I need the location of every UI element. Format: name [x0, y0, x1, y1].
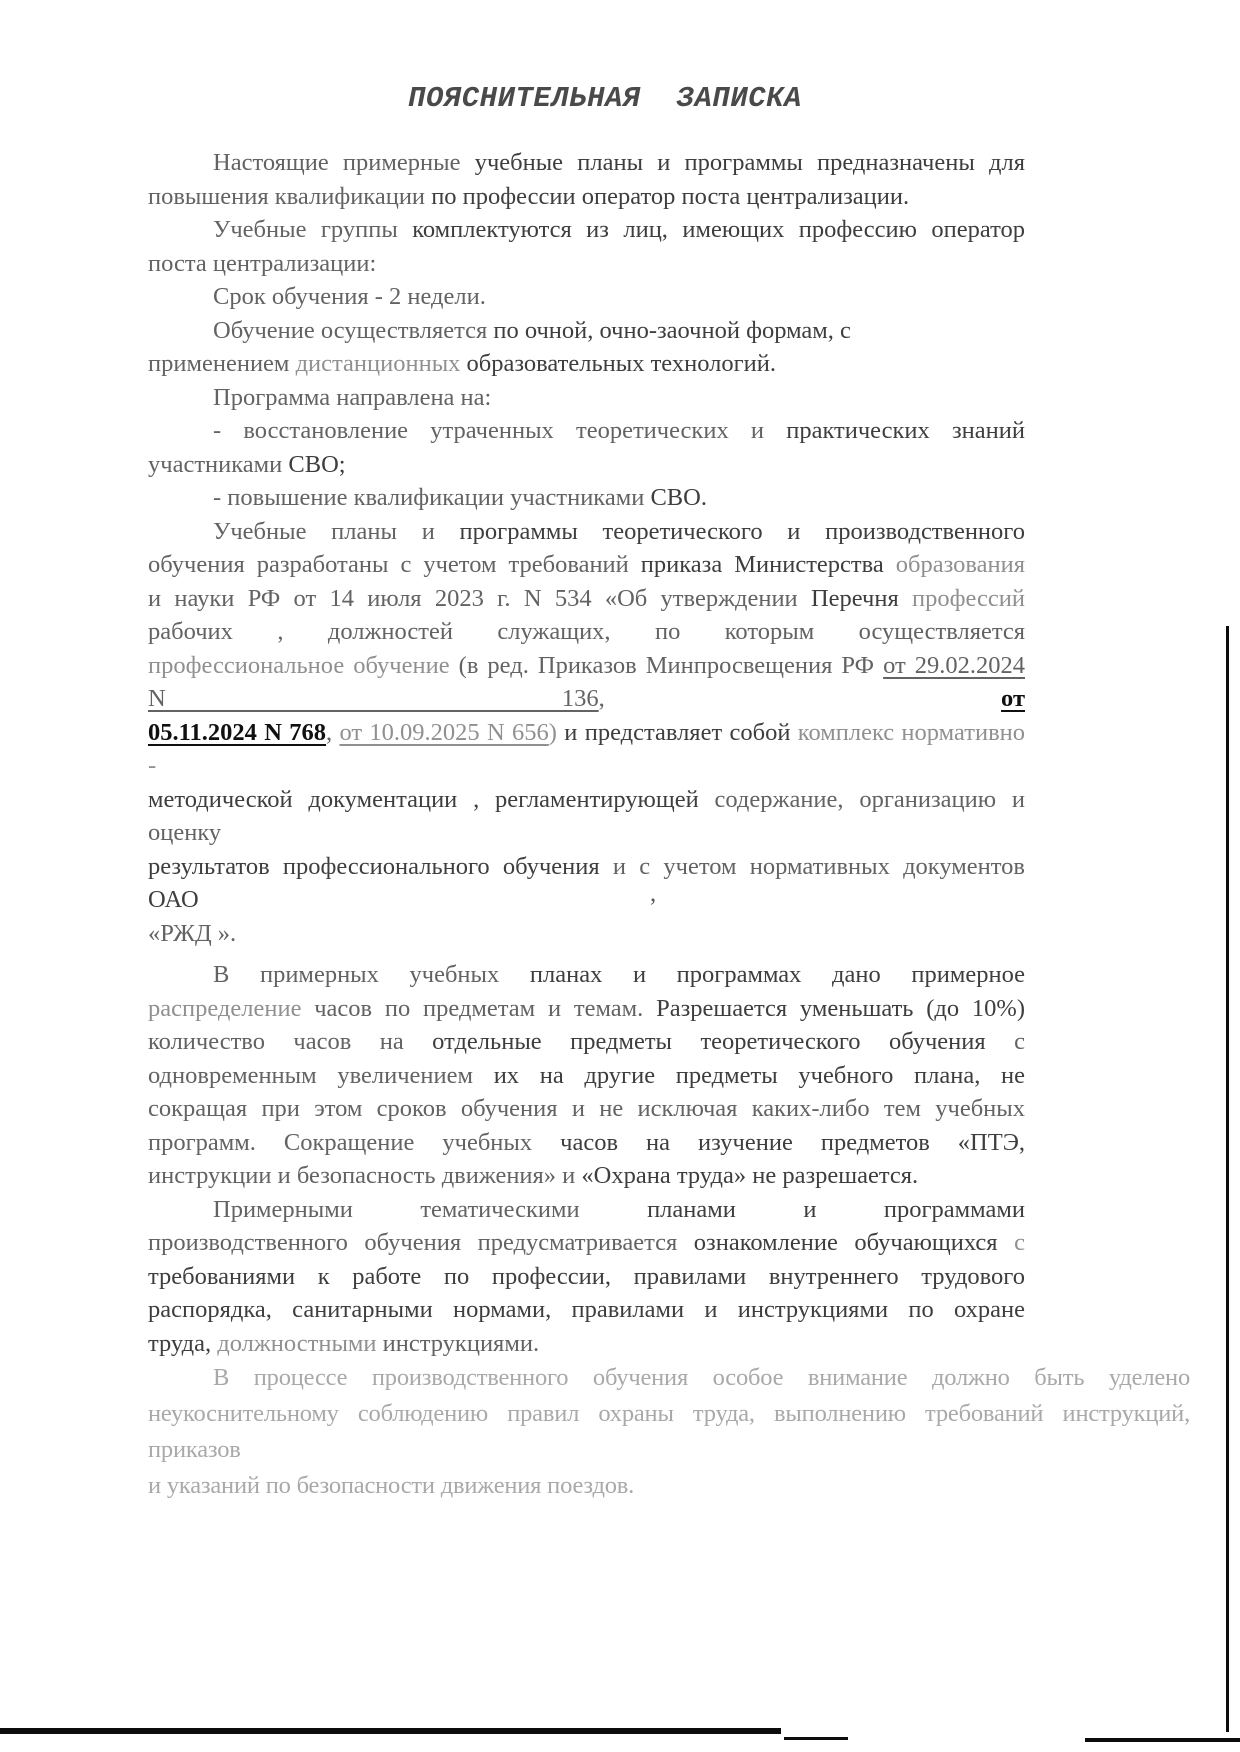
text-line [148, 146, 1025, 180]
text-line [148, 783, 1025, 850]
text-segment: учебные планы и программы предназначены для [474, 149, 1025, 176]
text-segment: Учебные группы [213, 216, 413, 243]
text-segment: Примерными тематическими [213, 1195, 648, 1223]
text-segment: труда, [148, 1329, 218, 1357]
text-segment: СВО. [650, 484, 707, 511]
text-segment: сокращая при этом сроков обучения и не исключая каких-либо тем учебных [148, 1095, 1025, 1122]
text-segment: «РЖД ». [148, 919, 237, 947]
text-segment: часов по предметам и темам. [314, 994, 657, 1022]
text-segment: Перечня [810, 584, 913, 612]
text-line [148, 716, 1025, 783]
text-segment: инструкциями. [382, 1329, 540, 1357]
text-segment: , [326, 718, 340, 746]
text-line [148, 280, 1025, 314]
text-line [148, 1260, 1025, 1294]
text-segment: ) [548, 718, 565, 746]
text-line [148, 180, 1025, 214]
text-segment: профессиональное обучение [148, 651, 459, 679]
legal-reference: от [1001, 685, 1025, 712]
text-segment: программ. Сокращение учебных [148, 1128, 561, 1156]
text-line [148, 347, 1025, 381]
text-line [148, 548, 1025, 582]
text-line [148, 850, 1025, 917]
text-segment: результатов профессионального обучения [148, 852, 613, 880]
text-segment: распорядка, санитарными нормами, правилами и инструкциями по охране [148, 1296, 1025, 1323]
text-segment: и науки РФ от 14 июля 2023 г. N 534 «Об утверждении [148, 584, 811, 612]
text-segment: обучения разработаны с учетом требований [148, 551, 641, 578]
text-segment: инструкции и безопасность движения» и [148, 1162, 582, 1189]
text-segment: ОАО [148, 886, 199, 913]
text-line [148, 481, 1025, 515]
text-line [148, 1468, 1190, 1504]
text-segment: профессий [912, 584, 1025, 612]
text-segment: должностными [217, 1329, 383, 1357]
text-segment: В примерных учебных [213, 961, 530, 988]
text-segment: и представляет собой [564, 718, 798, 746]
text-line [148, 213, 1025, 247]
text-line [148, 1126, 1025, 1160]
text-line [148, 247, 1025, 281]
text-line [148, 1396, 1190, 1468]
text-segment: , [598, 685, 1002, 712]
text-segment: отдельные предметы теоретического обучения [432, 1028, 1015, 1055]
text-segment: с [1014, 1028, 1025, 1055]
text-segment: Срок обучения - 2 недели. [213, 283, 486, 310]
text-segment: (в ред. Приказов Минпросвещения РФ [458, 651, 884, 679]
text-segment: применением [148, 350, 296, 377]
text-segment: Настоящие примерные [213, 149, 475, 176]
text-line [148, 1059, 1025, 1093]
text-line [148, 414, 1025, 448]
text-line [148, 958, 1025, 992]
text-segment: программы теоретического и производственного [459, 517, 1025, 545]
text-line [148, 992, 1025, 1026]
text-segment: образования [895, 551, 1025, 578]
text-segment: количество часов на [148, 1028, 433, 1055]
text-segment: планами и программами [647, 1195, 1025, 1223]
text-segment: комплекс нормативно - [148, 718, 1025, 779]
text-segment: дистанционных [295, 350, 467, 377]
text-segment: неукоснительному соблюдению правил охраны труда, выполнению требований инструкций, приказов [148, 1400, 1190, 1463]
text-line [148, 1327, 1025, 1361]
text-segment: ознакомление обучающихся [693, 1229, 1015, 1256]
text-line [148, 314, 1025, 348]
text-segment: комплектуются из лиц, имеющих профессию оператор [412, 216, 1025, 243]
text-line [148, 1159, 1025, 1193]
text-line [148, 1360, 1190, 1396]
text-segment: практических знаний [786, 417, 1025, 444]
text-segment: Программа направлена на: [213, 383, 492, 411]
text-segment: часов на изучение предметов «ПТЭ, [560, 1128, 1026, 1156]
text-segment: содержание, организацию и оценку [148, 785, 1025, 846]
text-segment: рабочих , должностей служащих, по которым осуществляется [148, 618, 1025, 645]
text-segment: одновременным увеличением [148, 1061, 494, 1089]
text-line [148, 649, 1025, 716]
document-body [148, 146, 1190, 1504]
right-vertical-rule [1226, 626, 1229, 1732]
text-line [148, 1226, 1025, 1260]
text-segment: распределение [148, 994, 315, 1022]
bottom-rule-middle [784, 1737, 848, 1740]
text-segment: методической документации , регламентирующей [148, 785, 715, 813]
text-segment: участниками [148, 450, 289, 478]
bottom-rule-right [1085, 1738, 1240, 1742]
text-segment: и с учетом нормативных документов [612, 852, 1025, 880]
text-segment: планах и программах дано примерное [529, 961, 1026, 988]
text-line [148, 917, 1025, 951]
text-segment: поста централизации: [148, 249, 377, 277]
text-line [148, 1092, 1025, 1126]
text-line [148, 1193, 1025, 1227]
text-line [148, 615, 1025, 649]
text-segment: Учебные планы и [213, 517, 460, 545]
text-line [148, 515, 1025, 549]
legal-reference: от 29.02.2024 N 136 [148, 651, 1025, 712]
text-segment: приказа Министерства [640, 551, 896, 578]
text-segment: повышения квалификации [148, 182, 432, 210]
bottom-rule-left [0, 1728, 781, 1734]
legal-reference: 05.11.2024 N 768 [148, 718, 326, 746]
text-segment: и указаний по безопасности движения поездов. [148, 1472, 635, 1499]
text-segment: СВО; [288, 450, 346, 478]
text-segment: «Охрана труда» не разрешается. [581, 1162, 919, 1189]
text-segment: по очной, очно-заочной формам, с [493, 316, 851, 344]
text-segment: их на другие предметы учебного плана, не [493, 1061, 1026, 1089]
text-segment: - восстановление утраченных теоретических и [213, 417, 787, 444]
text-segment: образовательных технологий. [466, 350, 777, 377]
text-line [148, 381, 1025, 415]
legal-reference: от 10.09.2025 N 656 [339, 718, 549, 746]
text-segment: В процессе производственного обучения особое внимание должно быть уделено [213, 1364, 1190, 1391]
text-segment: Разрешается уменьшать (до 10%) [656, 994, 1025, 1022]
text-line [148, 1293, 1025, 1327]
text-line [148, 1025, 1025, 1059]
text-segment: по профессии оператор поста централизации. [431, 182, 910, 210]
text-segment: требованиями к работе по профессии, правилами внутреннего трудового [148, 1262, 1025, 1290]
text-segment: Обучение осуществляется [213, 316, 494, 344]
text-line [148, 582, 1025, 616]
text-segment: производственного обучения предусматривается [148, 1229, 694, 1256]
document-title: ПОЯСНИТЕЛЬНАЯ ЗАПИСКА [408, 82, 802, 115]
text-segment: с [1014, 1229, 1025, 1256]
text-line [148, 448, 1025, 482]
text-segment: - повышение квалификации участниками [213, 484, 651, 511]
stray-comma-artifact: , [650, 880, 657, 907]
